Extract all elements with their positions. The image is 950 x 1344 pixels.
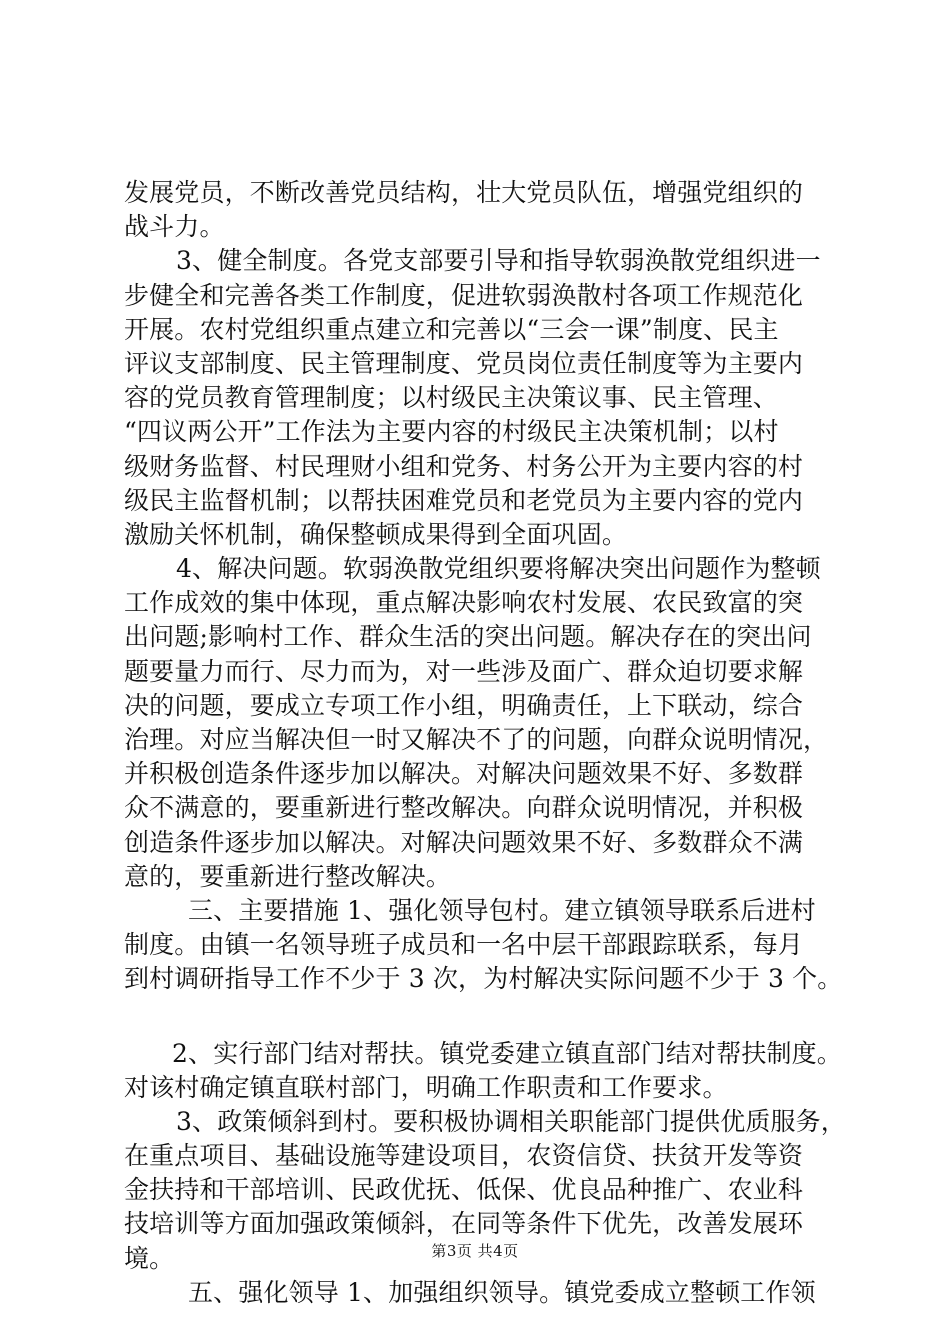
text-line: 制度。由镇一名领导班子成员和一名中层干部跟踪联系，每月 bbox=[124, 930, 804, 960]
text-line: 五、强化领导 1、加强组织领导。镇党委成立整顿工作领 bbox=[188, 1277, 816, 1307]
text-line: 激励关怀机制，确保整顿成果得到全面巩固。 bbox=[124, 519, 628, 549]
text-line: 发展党员，不断改善党员结构，壮大党员队伍，增强党组织的 bbox=[124, 178, 804, 207]
text-line: 决的问题，要成立专项工作小组，明确责任，上下联动，综合 bbox=[124, 690, 804, 720]
text-line: 级民主监督机制；以帮扶困难党员和老党员为主要内容的党内 bbox=[124, 485, 804, 515]
text-line: 意的，要重新进行整改解决。 bbox=[124, 861, 451, 891]
text-line: 创造条件逐步加以解决。对解决问题效果不好、多数群众不满 bbox=[124, 827, 804, 857]
text-line: 技培训等方面加强政策倾斜，在同等条件下优先，改善发展环 bbox=[124, 1209, 804, 1239]
text-line: 3、健全制度。各党支部要引导和指导软弱涣散党组织进一 bbox=[176, 246, 821, 276]
text-line: 题要量力而行、尽力而为，对一些涉及面广、群众迫切要求解 bbox=[124, 656, 804, 686]
page-footer: 第3页 共4页 bbox=[431, 1242, 519, 1260]
text-line: 3、政策倾斜到村。要积极协调相关职能部门提供优质服务， bbox=[176, 1106, 846, 1136]
text-line: 战斗力。 bbox=[124, 212, 225, 242]
text-line: 并积极创造条件逐步加以解决。对解决问题效果不好、多数群 bbox=[124, 759, 804, 789]
text-line: 众不满意的，要重新进行整改解决。向群众说明情况，并积极 bbox=[124, 793, 804, 823]
text-line: 评议支部制度、民主管理制度、党员岗位责任制度等为主要内 bbox=[124, 348, 804, 378]
text-line: 2、实行部门结对帮扶。镇党委建立镇直部门结对帮扶制度。 bbox=[172, 1038, 842, 1068]
text-line: 金扶持和干部培训、民政优抚、低保、优良品种推广、农业科 bbox=[124, 1175, 804, 1205]
text-line: 容的党员教育管理制度；以村级民主决策议事、民主管理、 bbox=[124, 383, 778, 413]
text-line: 4、解决问题。软弱涣散党组织要将解决突出问题作为整顿 bbox=[176, 554, 821, 584]
text-line: 步健全和完善各类工作制度，促进软弱涣散村各项工作规范化 bbox=[124, 280, 804, 310]
text-line: 到村调研指导工作不少于 3 次，为村解决实际问题不少于 3 个。 bbox=[124, 964, 843, 994]
text-line: 在重点项目、基础设施等建设项目，农资信贷、扶贫开发等资 bbox=[124, 1141, 804, 1171]
text-line: 出问题;影响村工作、群众生活的突出问题。解决存在的突出问 bbox=[124, 622, 812, 652]
text-line: 三、主要措施 1、强化领导包村。建立镇领导联系后进村 bbox=[188, 895, 816, 925]
text-line: “四议两公开”工作法为主要内容的村级民主决策机制；以村 bbox=[124, 417, 779, 447]
text-line: 级财务监督、村民理财小组和党务、村务公开为主要内容的村 bbox=[124, 451, 804, 481]
text-line: 开展。农村党组织重点建立和完善以“三会一课”制度、民主 bbox=[124, 314, 779, 344]
document-body bbox=[124, 176, 846, 1310]
text-line: 治理。对应当解决但一时又解决不了的问题，向群众说明情况， bbox=[124, 725, 829, 754]
text-line: 工作成效的集中体现，重点解决影响农村发展、农民致富的突 bbox=[124, 588, 804, 618]
text-line: 境。 bbox=[124, 1243, 175, 1273]
paragraph-gap bbox=[124, 997, 830, 1037]
text-line: 对该村确定镇直联村部门，明确工作职责和工作要求。 bbox=[124, 1072, 728, 1102]
